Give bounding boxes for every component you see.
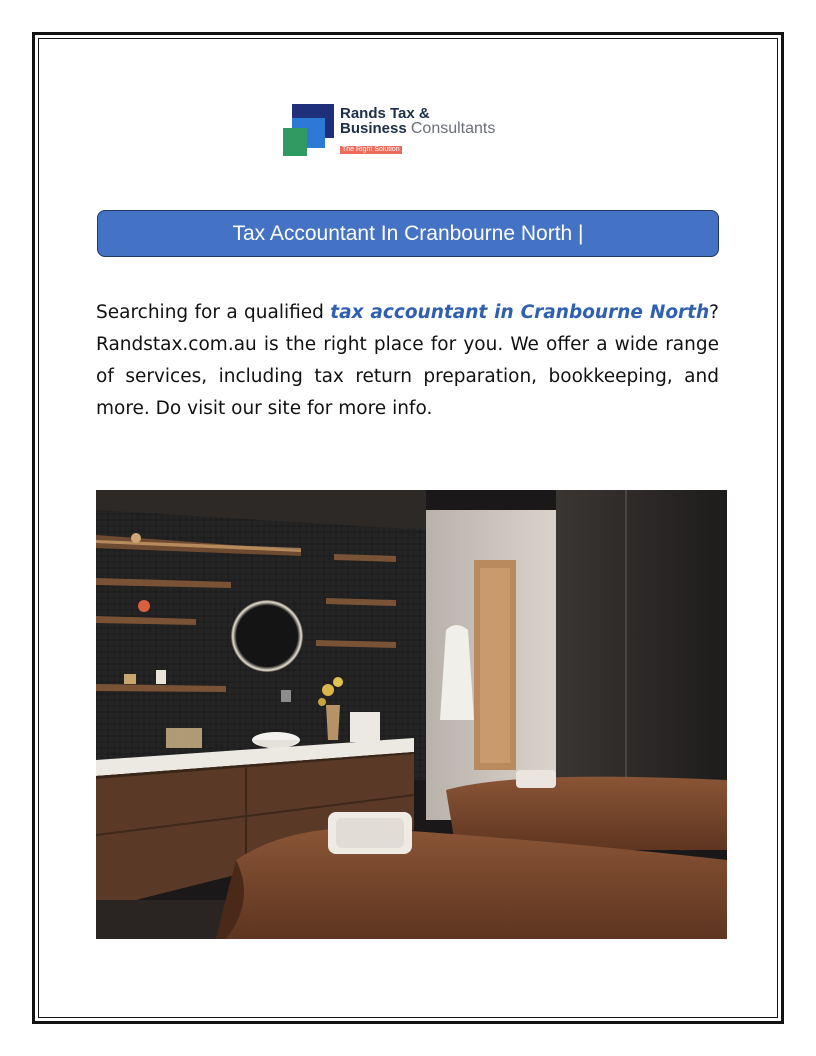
- logo-line1: Rands Tax &: [340, 105, 430, 122]
- company-logo[interactable]: [283, 104, 543, 160]
- logo-consultants: Consultants: [410, 120, 496, 137]
- body-intro: Searching for a qualified: [96, 302, 331, 323]
- logo-business: Business: [340, 120, 407, 137]
- logo-line2: [340, 121, 495, 136]
- service-link[interactable]: tax accountant in Cranbourne North: [330, 302, 710, 323]
- logo-squares-icon: [283, 104, 337, 158]
- logo-tagline: The Right Solution: [342, 146, 400, 153]
- logo-wordmark: [340, 106, 495, 155]
- body-paragraph: [96, 297, 719, 425]
- page-title: Tax Accountant In Cranbourne North |: [232, 221, 584, 245]
- body-rest: ? Randstax.com.au is the right place for you. We offer a wide range of services, including tax return preparation, bookkeeping, and more. Do visit our site for more info.: [96, 302, 719, 419]
- title-banner: [97, 210, 719, 257]
- spa-room-photo: [96, 490, 727, 939]
